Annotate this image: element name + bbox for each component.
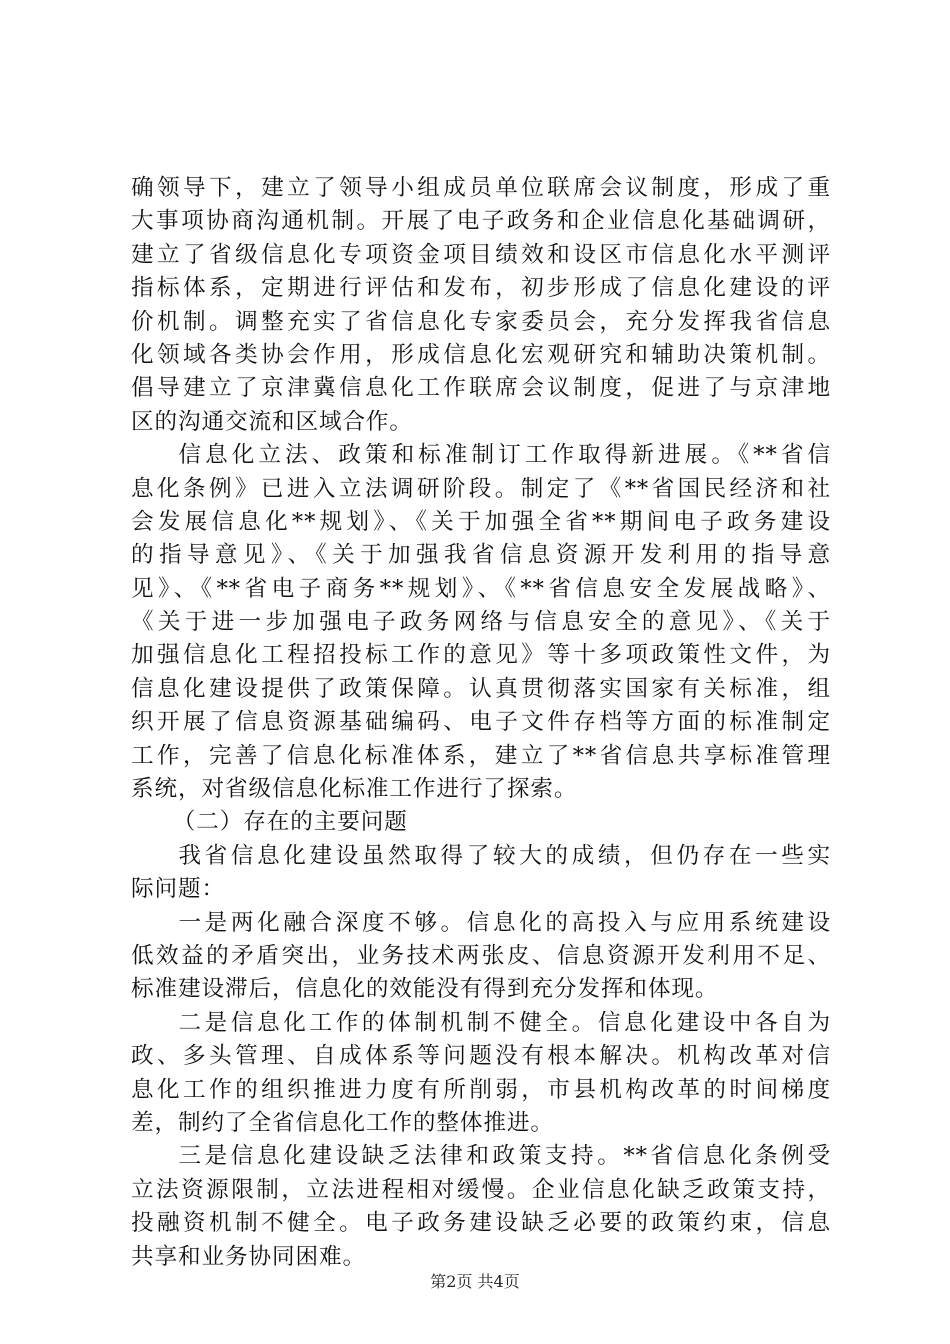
paragraph-p4 <box>131 840 831 907</box>
text-line: 织开展了信息资源基础编码、电子文件存档等方面的标准制定 <box>131 709 831 736</box>
paragraph-p5 <box>131 907 831 1007</box>
paragraph-p7 <box>131 1140 831 1274</box>
text-line: 一是两化融合深度不够。信息化的高投入与应用系统建设 <box>178 909 831 936</box>
text-line: 标准建设滞后，信息化的效能没有得到充分发挥和体现。 <box>131 976 719 1003</box>
text-line: 际问题： <box>131 876 225 903</box>
text-line: （二）存在的主要问题 <box>172 809 408 836</box>
text-line: 差，制约了全省信息化工作的整体推进。 <box>131 1109 554 1136</box>
text-line: 信息化立法、政策和标准制订工作取得新进展。《**省信 <box>178 442 831 469</box>
text-line: 见》、《**省电子商务**规划》、《**省信息安全发展战略》、 <box>131 575 831 602</box>
text-line: 息化工作的组织推进力度有所削弱，市县机构改革的时间梯度 <box>131 1076 831 1103</box>
text-line: 我省信息化建设虽然取得了较大的成绩，但仍存在一些实 <box>178 842 831 869</box>
text-line: 倡导建立了京津冀信息化工作联席会议制度，促进了与京津地 <box>131 375 831 402</box>
text-line: 区的沟通交流和区域合作。 <box>131 408 413 435</box>
text-line: 《关于进一步加强电子政务网络与信息安全的意见》、《关于 <box>131 609 831 636</box>
paragraph-p6 <box>131 1007 831 1141</box>
text-line: 立法资源限制，立法进程相对缓慢。企业信息化缺乏政策支持， <box>131 1176 831 1203</box>
text-line: 化领域各类协会作用，形成信息化宏观研究和辅助决策机制。 <box>131 341 831 368</box>
text-line: 价机制。调整充实了省信息化专家委员会，充分发挥我省信息 <box>131 308 831 335</box>
text-line: 指标体系，定期进行评估和发布，初步形成了信息化建设的评 <box>131 275 831 302</box>
document-body <box>131 172 831 1274</box>
text-line: 系统，对省级信息化标准工作进行了探索。 <box>131 776 578 803</box>
text-line: 三是信息化建设缺乏法律和政策支持。**省信息化条例受 <box>178 1143 831 1170</box>
page-footer: 第2页 共4页 <box>430 1272 520 1291</box>
text-line: 会发展信息化**规划》、《关于加强全省**期间电子政务建设 <box>131 508 831 535</box>
text-line: 加强信息化工程招投标工作的意见》等十多项政策性文件，为 <box>131 642 831 669</box>
paragraph-p2 <box>131 439 831 806</box>
text-line: 息化条例》已进入立法调研阶段。制定了《**省国民经济和社 <box>131 475 831 502</box>
paragraph-p1 <box>131 172 831 439</box>
text-line: 低效益的矛盾突出，业务技术两张皮、信息资源开发利用不足、 <box>131 942 831 969</box>
text-line: 的指导意见》、《关于加强我省信息资源开发利用的指导意 <box>131 542 831 569</box>
text-line: 共享和业务协同困难。 <box>131 1243 366 1270</box>
text-line: 建立了省级信息化专项资金项目绩效和设区市信息化水平测评 <box>131 241 831 268</box>
text-line: 投融资机制不健全。电子政务建设缺乏必要的政策约束，信息 <box>131 1210 831 1237</box>
paragraph-p3 <box>131 806 831 839</box>
text-line: 工作，完善了信息化标准体系，建立了**省信息共享标准管理 <box>131 742 831 769</box>
text-line: 二是信息化工作的体制机制不健全。信息化建设中各自为 <box>178 1009 831 1036</box>
text-line: 大事项协商沟通机制。开展了电子政务和企业信息化基础调研， <box>131 208 831 235</box>
text-line: 政、多头管理、自成体系等问题没有根本解决。机构改革对信 <box>131 1043 831 1070</box>
text-line: 确领导下，建立了领导小组成员单位联席会议制度，形成了重 <box>131 175 831 201</box>
text-line: 信息化建设提供了政策保障。认真贯彻落实国家有关标准，组 <box>131 675 831 702</box>
